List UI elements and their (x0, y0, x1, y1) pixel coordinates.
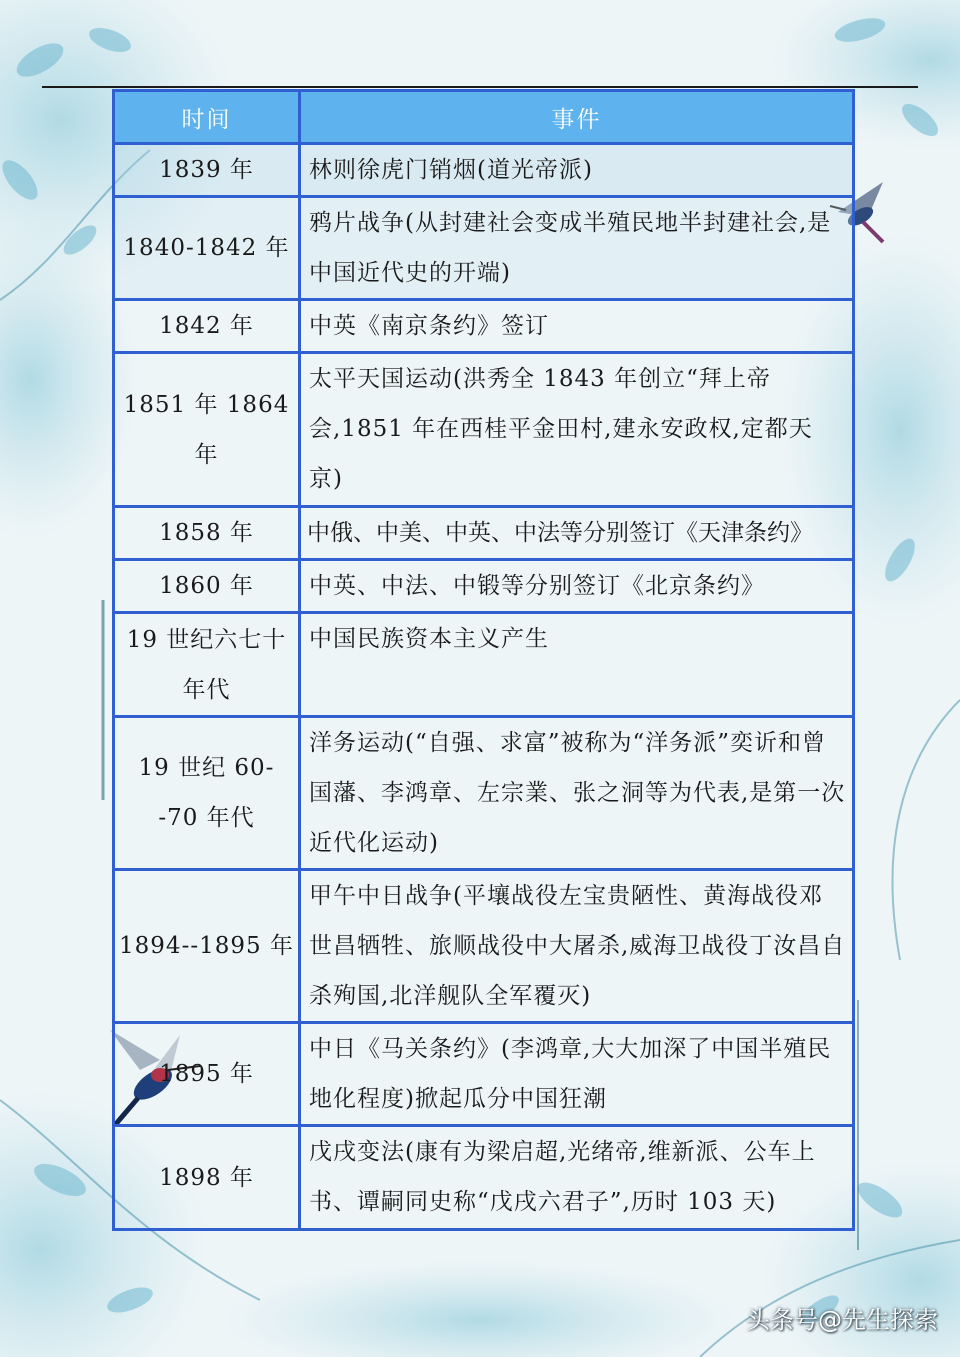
table-row (114, 507, 854, 560)
row-time: 1851 年 1864 年 (114, 353, 300, 507)
table-row (114, 1023, 854, 1126)
table-row (114, 560, 854, 613)
top-rule (42, 86, 918, 88)
header-event: 事件 (300, 91, 854, 144)
row-time: 1842 年 (114, 300, 300, 353)
row-event: 中英《南京条约》签订 (300, 300, 854, 353)
row-event: 鸦片战争(从封建社会变成半殖民地半封建社会,是中国近代史的开端) (300, 197, 854, 300)
row-event: 甲午中日战争(平壤战役左宝贵陋性、黄海战役邓世昌牺牲、旅顺战役中大屠杀,威海卫战役丁汝昌自杀殉国,北洋舰队全军覆灭) (300, 870, 854, 1023)
row-event: 太平天国运动(洪秀全 1843 年创立“拜上帝会,1851 年在西桂平金田村,建永安政权,定都天京) (300, 353, 854, 507)
row-time: 1858 年 (114, 507, 300, 560)
table-row (114, 353, 854, 507)
row-time: 1840-1842 年 (114, 197, 300, 300)
row-time: 1860 年 (114, 560, 300, 613)
row-event: 戊戌变法(康有为梁启超,光绪帝,维新派、公车上书、谭嗣同史称“戊戌六君子”,历时 103 天) (300, 1126, 854, 1230)
table-row (114, 1126, 854, 1230)
table-row (114, 613, 854, 717)
row-time: 1894--1895 年 (114, 870, 300, 1023)
row-event: 洋务运动(“自强、求富”被称为“洋务派”奕䜣和曾国藩、李鸿章、左宗業、张之洞等为代表,是第一次近代化运动) (300, 717, 854, 870)
row-event: 中英、中法、中锻等分别签订《北京条约》 (300, 560, 854, 613)
row-time: 1895 年 (114, 1023, 300, 1126)
row-time: 19 世纪 60--70 年代 (114, 717, 300, 870)
watermark: 头条号@先生探索 (746, 1306, 938, 1334)
table-row (114, 300, 854, 353)
row-time: 1839 年 (114, 144, 300, 197)
row-event: 中俄、中美、中英、中法等分别签订《天津条约》 (300, 507, 854, 560)
history-timeline-table (112, 89, 852, 1231)
table-row (114, 870, 854, 1023)
row-event: 中日《马关条约》(李鸿章,大大加深了中国半殖民地化程度)掀起瓜分中国狂潮 (300, 1023, 854, 1126)
row-time: 19 世纪六七十年代 (114, 613, 300, 717)
row-event: 林则徐虎门销烟(道光帝派) (300, 144, 854, 197)
row-time: 1898 年 (114, 1126, 300, 1230)
table-header-row (114, 91, 854, 144)
table-row (114, 197, 854, 300)
row-event: 中国民族资本主义产生 (300, 613, 854, 717)
table-row (114, 144, 854, 197)
header-time: 时间 (114, 91, 300, 144)
table-row (114, 717, 854, 870)
